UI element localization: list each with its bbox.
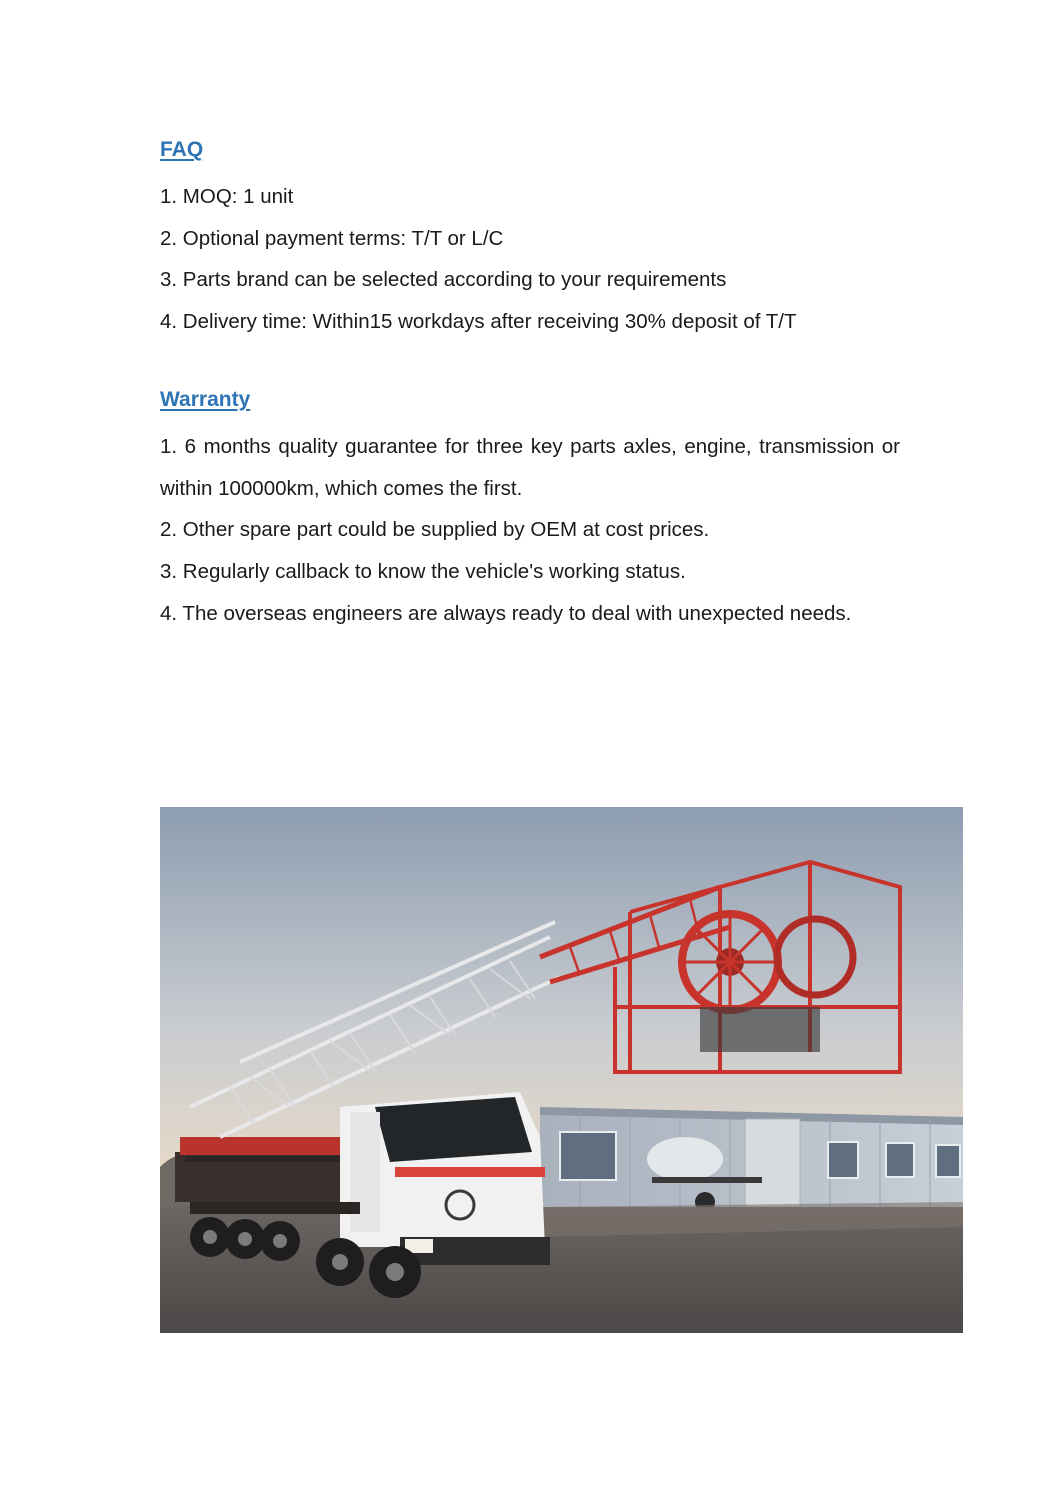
warranty-item-overseas-engineers: 4. The overseas engineers are always ready to deal with unexpected needs. (160, 601, 852, 625)
faq-item-payment-terms: 2. Optional payment terms: T/T or L/C (160, 226, 504, 250)
warranty-item-spare-parts: 2. Other spare part could be supplied by OEM at cost prices. (160, 518, 710, 542)
warranty-heading: Warranty (160, 388, 251, 411)
warranty-item-callback: 3. Regularly callback to know the vehicle's working status. (160, 560, 686, 584)
faq-heading: FAQ (160, 138, 204, 161)
faq-item-parts-brand: 3. Parts brand can be selected according to your requirements (160, 268, 727, 292)
truck-rig-photo (160, 807, 963, 1333)
warranty-item-quality-guarantee: 1. 6 months quality guarantee for three key parts axles, engine, transmission or within 100000km, which comes the first. (160, 435, 900, 500)
warranty-section (160, 384, 920, 635)
faq-item-delivery-time: 4. Delivery time: Within15 workdays after receiving 30% deposit of T/T (160, 310, 797, 334)
faq-item-moq: 1. MOQ: 1 unit (160, 185, 294, 208)
truck-mounted-workover-rig-photo-icon (160, 807, 963, 1333)
faq-section (160, 134, 920, 343)
